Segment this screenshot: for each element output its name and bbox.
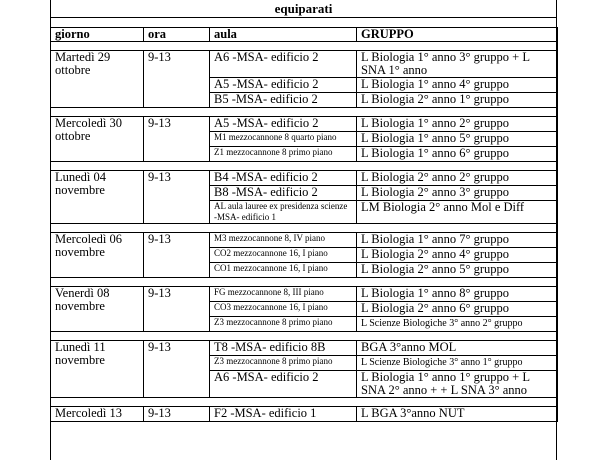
gruppo-cell: L Biologia 1° anno 2° gruppo xyxy=(357,117,558,132)
ora-cell: 9-13 xyxy=(144,171,210,224)
spacer-cell xyxy=(51,224,558,233)
header-gruppo: GRUPPO xyxy=(357,28,558,42)
gruppo-cell: L Biologia 2° anno 3° gruppo xyxy=(357,186,558,201)
schedule-body xyxy=(51,28,558,422)
spacer-row xyxy=(51,108,558,117)
spacer-row xyxy=(51,162,558,171)
spacer-cell xyxy=(51,108,558,117)
aula-cell: AL aula lauree ex presidenza scienze -MSA- edificio 1 xyxy=(210,201,357,224)
gruppo-cell: L Biologia 1° anno 8° gruppo xyxy=(357,287,558,302)
gruppo-cell: L Biologia 1° anno 5° gruppo xyxy=(357,132,558,147)
gruppo-cell: L Scienze Biologiche 3° anno 2° gruppo xyxy=(357,317,558,332)
gruppo-cell: L Biologia 1° anno 4° gruppo xyxy=(357,78,558,93)
aula-cell: M1 mezzocannone 8 quarto piano xyxy=(210,132,357,147)
gruppo-cell: L Biologia 2° anno 4° gruppo xyxy=(357,248,558,263)
table-row xyxy=(51,341,558,356)
schedule-table xyxy=(50,27,558,422)
aula-cell: M3 mezzocannone 8, IV piano xyxy=(210,233,357,248)
table-row xyxy=(51,117,558,132)
gruppo-cell: L Biologia 2° anno 5° gruppo xyxy=(357,263,558,278)
giorno-cell: Martedì 29 ottobre xyxy=(51,51,144,108)
aula-cell: T8 -MSA- edificio 8B xyxy=(210,341,357,356)
header-ora: ora xyxy=(144,28,210,42)
gruppo-cell: L Biologia 2° anno 1° gruppo xyxy=(357,93,558,108)
aula-cell: B4 -MSA- edificio 2 xyxy=(210,171,357,186)
table-row xyxy=(51,171,558,186)
spacer-cell xyxy=(51,42,558,51)
gruppo-cell: BGA 3°anno MOL xyxy=(357,341,558,356)
aula-cell: CO1 mezzocannone 16, I piano xyxy=(210,263,357,278)
aula-cell: B8 -MSA- edificio 2 xyxy=(210,186,357,201)
table-row xyxy=(51,287,558,302)
gruppo-cell: L Biologia 2° anno 6° gruppo xyxy=(357,302,558,317)
aula-cell: CO3 mezzocannone 16, I piano xyxy=(210,302,357,317)
header-giorno: giorno xyxy=(51,28,144,42)
giorno-cell: Lunedì 04 novembre xyxy=(51,171,144,224)
spacer-cell xyxy=(51,398,558,407)
ora-cell: 9-13 xyxy=(144,407,210,422)
giorno-cell: Mercoledì 06 novembre xyxy=(51,233,144,278)
ora-cell: 9-13 xyxy=(144,233,210,278)
spacer-cell xyxy=(51,278,558,287)
aula-cell: B5 -MSA- edificio 2 xyxy=(210,93,357,108)
spacer-row xyxy=(51,278,558,287)
spacer-cell xyxy=(51,332,558,341)
gruppo-cell: L Scienze Biologiche 3° anno 1° gruppo xyxy=(357,356,558,371)
page-title: equiparati xyxy=(50,0,557,18)
gruppo-cell: L Biologia 1° anno 3° gruppo + L SNA 1° anno xyxy=(357,51,558,78)
gruppo-cell: L Biologia 1° anno 7° gruppo xyxy=(357,233,558,248)
spacer-row xyxy=(51,224,558,233)
ora-cell: 9-13 xyxy=(144,117,210,162)
aula-cell: FG mezzocannone 8, III piano xyxy=(210,287,357,302)
spacer-row xyxy=(51,398,558,407)
aula-cell: A6 -MSA- edificio 2 xyxy=(210,371,357,398)
aula-cell: F2 -MSA- edificio 1 xyxy=(210,407,357,422)
aula-cell: Z3 mezzocannone 8 primo piano xyxy=(210,317,357,332)
gruppo-cell: L Biologia 2° anno 2° gruppo xyxy=(357,171,558,186)
gruppo-cell: L BGA 3°anno NUT xyxy=(357,407,558,422)
aula-cell: Z3 mezzocannone 8 primo piano xyxy=(210,356,357,371)
aula-cell: Z1 mezzocannone 8 primo piano xyxy=(210,147,357,162)
ora-cell: 9-13 xyxy=(144,51,210,108)
header-aula: aula xyxy=(210,28,357,42)
giorno-cell: Mercoledì 30 ottobre xyxy=(51,117,144,162)
ora-cell: 9-13 xyxy=(144,287,210,332)
gruppo-cell: LM Biologia 2° anno Mol e Diff xyxy=(357,201,558,224)
spacer-row xyxy=(51,42,558,51)
ora-cell: 9-13 xyxy=(144,341,210,398)
aula-cell: A6 -MSA- edificio 2 xyxy=(210,51,357,78)
giorno-cell: Mercoledì 13 xyxy=(51,407,144,422)
giorno-cell: Lunedì 11 novembre xyxy=(51,341,144,398)
table-row xyxy=(51,233,558,248)
giorno-cell: Venerdì 08 novembre xyxy=(51,287,144,332)
aula-cell: A5 -MSA- edificio 2 xyxy=(210,117,357,132)
spacer-row xyxy=(51,332,558,341)
aula-cell: A5 -MSA- edificio 2 xyxy=(210,78,357,93)
gruppo-cell: L Biologia 1° anno 6° gruppo xyxy=(357,147,558,162)
table-row xyxy=(51,407,558,422)
aula-cell: CO2 mezzocannone 16, I piano xyxy=(210,248,357,263)
header-row xyxy=(51,28,558,42)
table-row xyxy=(51,51,558,78)
spacer-cell xyxy=(51,162,558,171)
gruppo-cell: L Biologia 1° anno 1° gruppo + L SNA 2° anno + + L SNA 3° anno xyxy=(357,371,558,398)
